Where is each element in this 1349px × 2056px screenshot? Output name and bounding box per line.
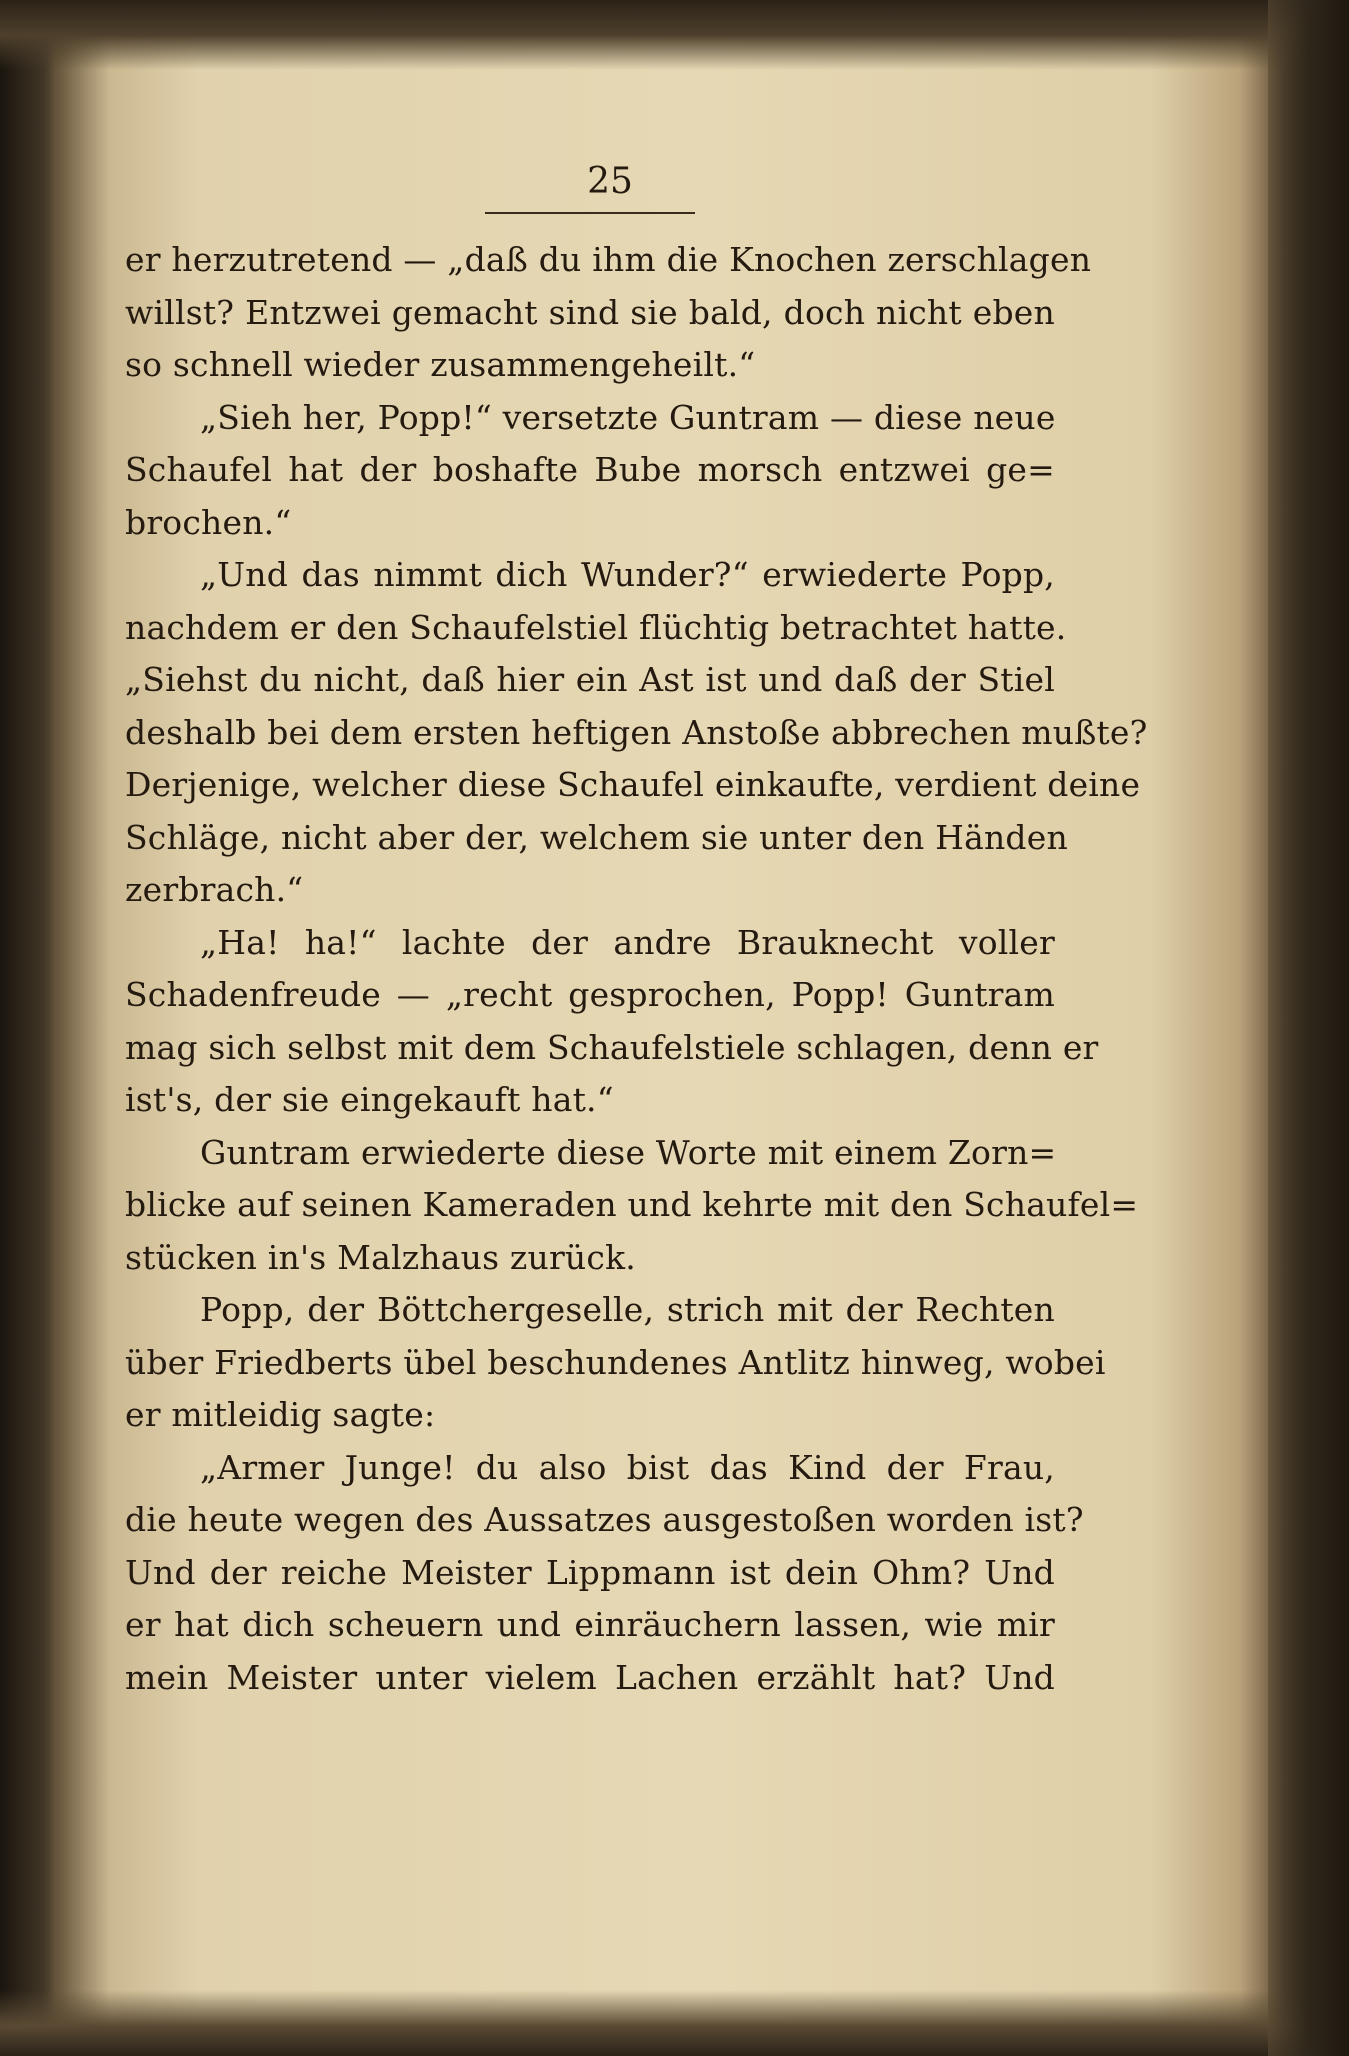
text-line: mag sich selbst mit dem Schaufelstiele schlagen, denn er — [125, 1027, 1099, 1067]
text-line: über Friedberts übel beschundenes Antlitz hinweg, wobei — [125, 1342, 1106, 1382]
page-bottom-edge — [0, 1990, 1349, 2056]
text-line: er herzutretend — „daß du ihm die Knochen zerschlagen — [125, 240, 1092, 279]
text-line: er mitleidig sagte: — [125, 1395, 436, 1434]
paragraph-4 — [125, 917, 1099, 1127]
text-line: „Und das nimmt dich Wunder?“ erwiederte Popp, — [200, 555, 1055, 594]
text-line: willst? Entzwei gemacht sind sie bald, doch nicht eben — [125, 292, 1055, 332]
text-line: deshalb bei dem ersten heftigen Anstoße abbrechen mußte? — [125, 712, 1148, 752]
paragraph-5 — [125, 1127, 1139, 1285]
text-line: Popp, der Böttchergeselle, strich mit der Rechten — [200, 1290, 1055, 1329]
text-line: Schläge, nicht aber der, welchem sie unter den Händen — [125, 817, 1068, 857]
text-line: ist's, der sie eingekauft hat.“ — [125, 1080, 614, 1119]
text-line: „Siehst du nicht, daß hier ein Ast ist und daß der Stiel — [125, 660, 1055, 699]
text-line: mein Meister unter vielem Lachen erzählt hat? Und — [125, 1657, 1055, 1697]
text-line: Schadenfreude — „recht gesprochen, Popp! Guntram — [125, 975, 1055, 1014]
paragraph-6 — [125, 1284, 1106, 1442]
text-line: Derjenige, welcher diese Schaufel einkaufte, verdient deine — [125, 765, 1141, 804]
text-line: Und der reiche Meister Lippmann ist dein Ohm? Und — [125, 1552, 1055, 1592]
paragraph-2 — [125, 392, 1055, 550]
page-number: 25 — [587, 161, 633, 202]
book-spine-shadow — [0, 0, 55, 2056]
header-rule — [485, 212, 695, 214]
text-line: Schaufel hat der boshafte Bube morsch entzwei ge= — [125, 450, 1055, 489]
text-line: stücken in's Malzhaus zurück. — [125, 1237, 636, 1277]
paragraph-7 — [125, 1442, 1084, 1705]
text-line: die heute wegen des Aussatzes ausgestoßen worden ist? — [125, 1500, 1084, 1539]
text-line: er hat dich scheuern und einräuchern lassen, wie mir — [125, 1605, 1055, 1644]
paragraph-1 — [125, 234, 1092, 392]
text-line: nachdem er den Schaufelstiel flüchtig betrachtet hatte. — [125, 607, 1067, 647]
text-line: brochen.“ — [125, 502, 292, 542]
text-line: „Sieh her, Popp!“ versetzte Guntram — diese neue — [200, 397, 1056, 437]
page-body — [125, 160, 1148, 1704]
text-line: „Armer Junge! du also bist das Kind der Frau, — [200, 1447, 1055, 1487]
book-cover-edge — [1268, 0, 1349, 2056]
text-line: blicke auf seinen Kameraden und kehrte mit den Schaufel= — [125, 1185, 1139, 1224]
text-line: „Ha! ha!“ lachte der andre Brauknecht voller — [200, 922, 1055, 962]
text-line: so schnell wieder zusammengeheilt.“ — [125, 345, 756, 384]
page-top-edge — [0, 0, 1349, 70]
text-line: Guntram erwiederte diese Worte mit einem Zorn= — [200, 1132, 1057, 1172]
text-line: zerbrach.“ — [125, 870, 304, 909]
paragraph-3 — [125, 549, 1148, 917]
